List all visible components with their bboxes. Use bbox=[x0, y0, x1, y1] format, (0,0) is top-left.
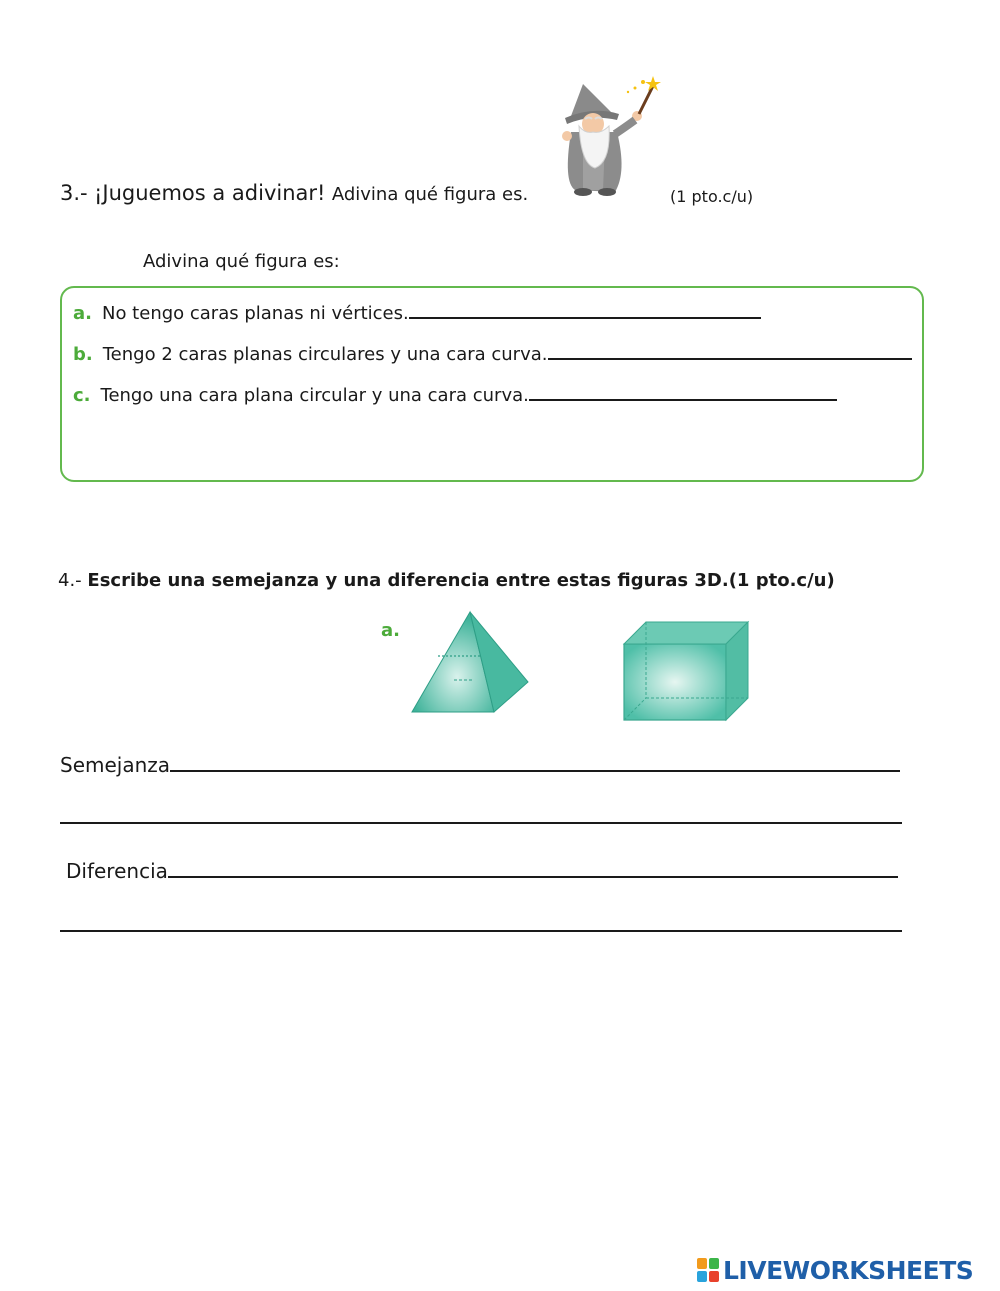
riddle-b-answer-blank[interactable] bbox=[548, 344, 912, 360]
riddle-a-letter: a. bbox=[73, 303, 92, 324]
riddle-c-text: Tengo una cara plana circular y una cara curva. bbox=[100, 385, 529, 406]
question-4-title bbox=[58, 570, 835, 591]
semejanza-label: Semejanza bbox=[60, 753, 171, 777]
question-3-main: ¡Juguemos a adivinar! bbox=[93, 181, 326, 205]
riddle-b bbox=[73, 344, 912, 365]
riddle-c-letter: c. bbox=[73, 385, 91, 406]
diferencia-answer-line-2[interactable] bbox=[60, 930, 902, 932]
cube-illustration bbox=[620, 620, 754, 724]
pyramid-illustration bbox=[408, 610, 532, 718]
riddle-c-answer-blank[interactable] bbox=[529, 385, 837, 401]
semejanza-answer-line[interactable] bbox=[170, 752, 900, 772]
question-4-number: 4.- bbox=[58, 570, 82, 591]
riddle-c bbox=[73, 385, 837, 406]
riddle-a-text: No tengo caras planas ni vértices. bbox=[101, 303, 409, 324]
question-4-item-letter: a. bbox=[381, 620, 400, 641]
diferencia-label: Diferencia bbox=[66, 859, 168, 883]
riddle-a bbox=[73, 303, 761, 324]
riddle-a-answer-blank[interactable] bbox=[409, 303, 761, 319]
wizard-illustration bbox=[553, 72, 663, 196]
question-3-title bbox=[60, 181, 528, 205]
diferencia-answer-line[interactable] bbox=[168, 858, 898, 878]
question-3-points: (1 pto.c/u) bbox=[670, 187, 754, 206]
semejanza-row bbox=[60, 752, 900, 777]
liveworksheets-logo-icon bbox=[697, 1258, 719, 1282]
riddle-b-letter: b. bbox=[73, 344, 93, 365]
question-4-text: Escribe una semejanza y una diferencia entre estas figuras 3D.(1 pto.c/u) bbox=[87, 570, 835, 591]
semejanza-answer-line-2[interactable] bbox=[60, 822, 902, 824]
diferencia-row bbox=[66, 858, 898, 883]
riddle-b-text: Tengo 2 caras planas circulares y una cara curva. bbox=[102, 344, 548, 365]
question-3-instruction: Adivina qué figura es. bbox=[331, 184, 529, 205]
riddle-subtitle: Adivina qué figura es: bbox=[143, 251, 340, 272]
question-3-number: 3.- bbox=[60, 181, 88, 205]
liveworksheets-logo-text: LIVEWORKSHEETS bbox=[723, 1256, 974, 1285]
